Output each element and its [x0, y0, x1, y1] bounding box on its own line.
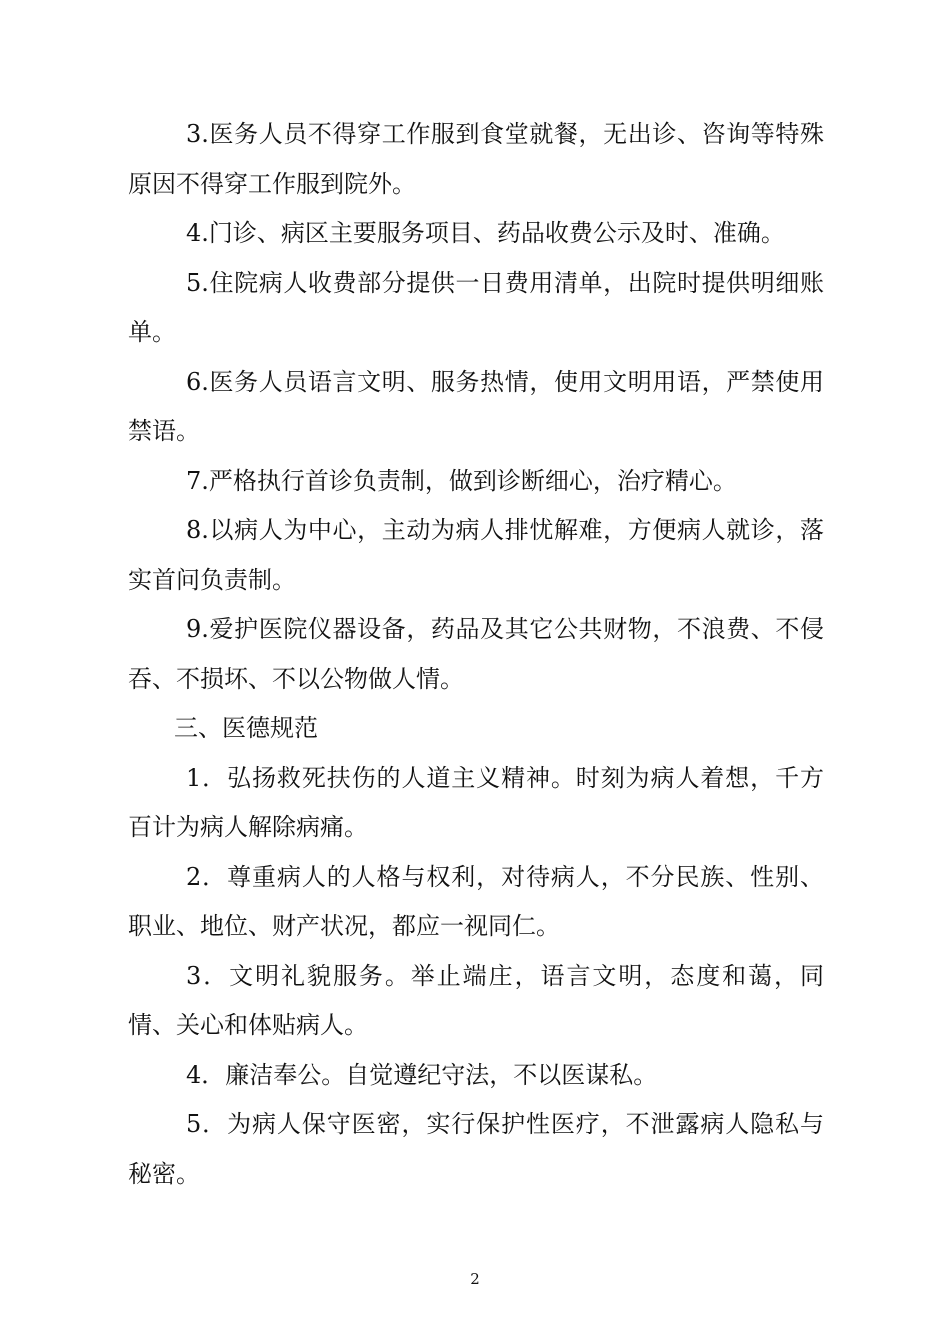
paragraph-item-5: 5.住院病人收费部分提供一日费用清单，出院时提供明细账单。	[128, 268, 824, 346]
section-item-4: 4．廉洁奉公。自觉遵纪守法，不以医谋私。	[186, 1060, 658, 1089]
paragraph-item-9: 9.爱护医院仪器设备，药品及其它公共财物，不浪费、不侵吞、不损坏、不以公物做人情。	[128, 615, 824, 693]
paragraph-item-7: 7.严格执行首诊负责制，做到诊断细心，治疗精心。	[186, 466, 737, 495]
section-item-3: 3．文明礼貌服务。举止端庄，语言文明，态度和蔼，同情、关心和体贴病人。	[128, 961, 824, 1039]
section-item-5: 5．为病人保守医密，实行保护性医疗，不泄露病人隐私与秘密。	[128, 1110, 824, 1188]
paragraph-item-6: 6.医务人员语言文明、服务热情，使用文明用语，严禁使用禁语。	[128, 367, 824, 445]
section-heading: 三、医德规范	[174, 714, 318, 742]
paragraph-item-3: 3.医务人员不得穿工作服到食堂就餐，无出诊、咨询等特殊原因不得穿工作服到院外。	[128, 120, 824, 198]
page-number: 2	[470, 1270, 480, 1288]
document-body	[128, 110, 824, 1199]
section-item-1: 1．弘扬救死扶伤的人道主义精神。时刻为病人着想，千方百计为病人解除病痛。	[128, 763, 824, 841]
section-item-2: 2．尊重病人的人格与权利，对待病人，不分民族、性别、职业、地位、财产状况，都应一视同仁。	[128, 862, 824, 940]
paragraph-item-8: 8.以病人为中心，主动为病人排忧解难，方便病人就诊，落实首问负责制。	[128, 516, 824, 594]
paragraph-item-4: 4.门诊、病区主要服务项目、药品收费公示及时、准确。	[186, 219, 785, 247]
